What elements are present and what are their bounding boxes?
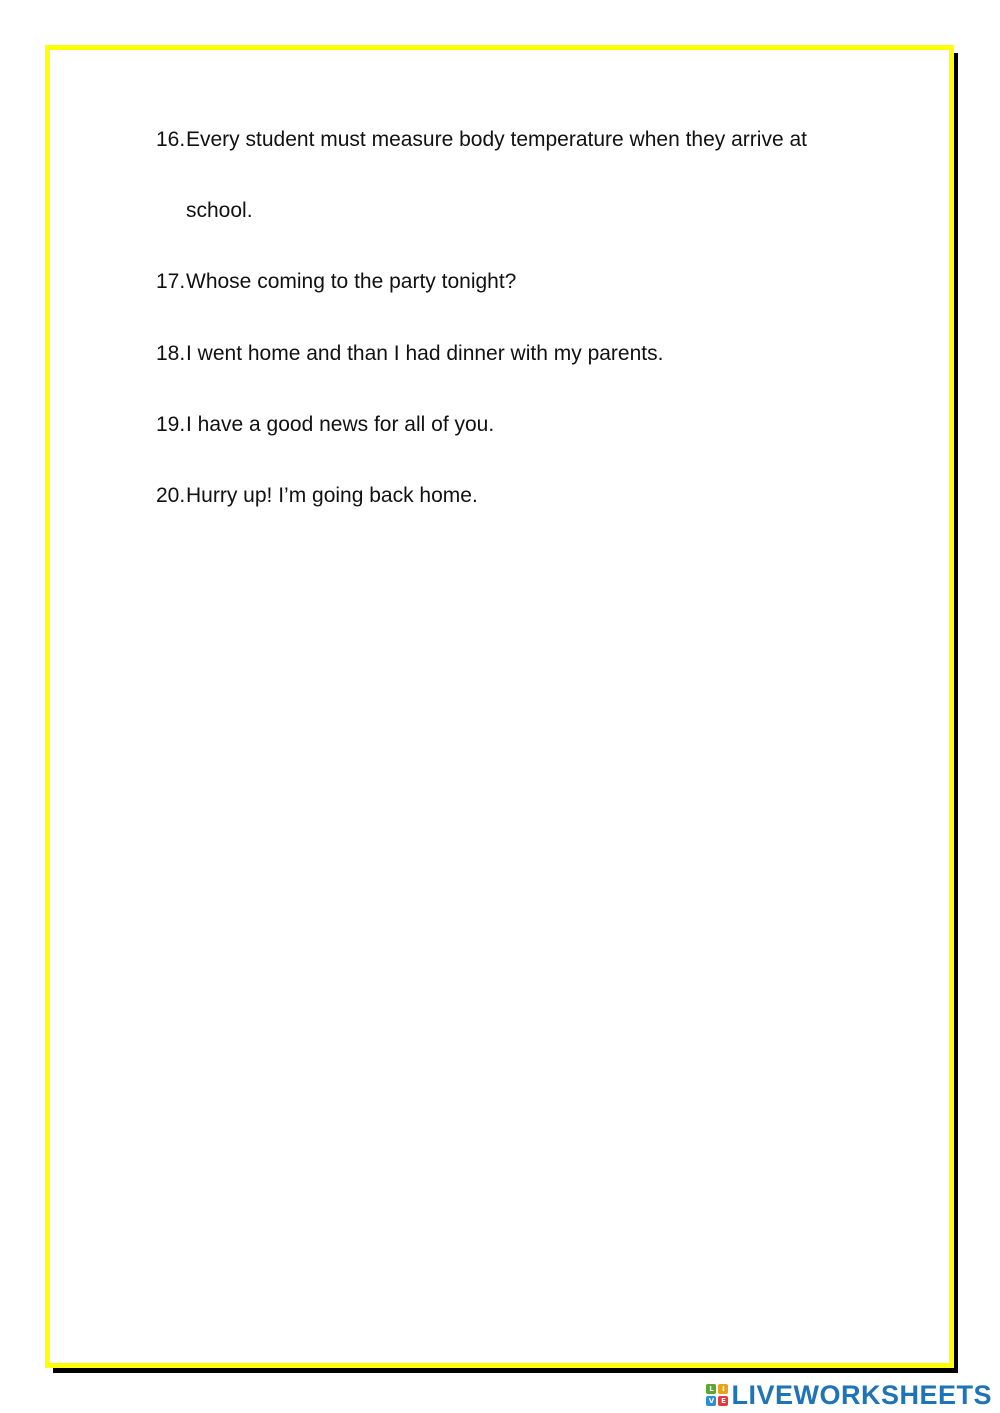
logo-tile: E — [718, 1396, 728, 1406]
question-number: 18. — [156, 342, 186, 365]
logo-tile: I — [718, 1384, 728, 1394]
question-16 — [156, 127, 807, 153]
question-text: Whose coming to the party tonight? — [186, 270, 517, 293]
question-text: Hurry up! I’m going back home. — [186, 484, 478, 507]
question-16-continuation: school. — [186, 199, 253, 222]
question-text: Every student must measure body temperature when they arrive at — [186, 128, 807, 151]
watermark-text: LIVEWORKSHEETS — [731, 1379, 992, 1410]
liveworksheets-watermark — [706, 1381, 992, 1409]
logo-tile: L — [706, 1384, 716, 1394]
question-number: 17. — [156, 270, 186, 293]
question-number: 16. — [156, 128, 186, 151]
worksheet-page — [45, 45, 954, 1368]
logo-tile: V — [706, 1396, 716, 1406]
question-number: 20. — [156, 484, 186, 507]
question-17 — [156, 269, 516, 295]
liveworksheets-logo-icon — [706, 1384, 728, 1406]
question-text: I went home and than I had dinner with my parents. — [186, 342, 664, 365]
question-number: 19. — [156, 413, 186, 436]
question-19 — [156, 412, 494, 438]
question-20 — [156, 483, 478, 509]
question-18 — [156, 341, 663, 367]
question-text: I have a good news for all of you. — [186, 413, 495, 436]
